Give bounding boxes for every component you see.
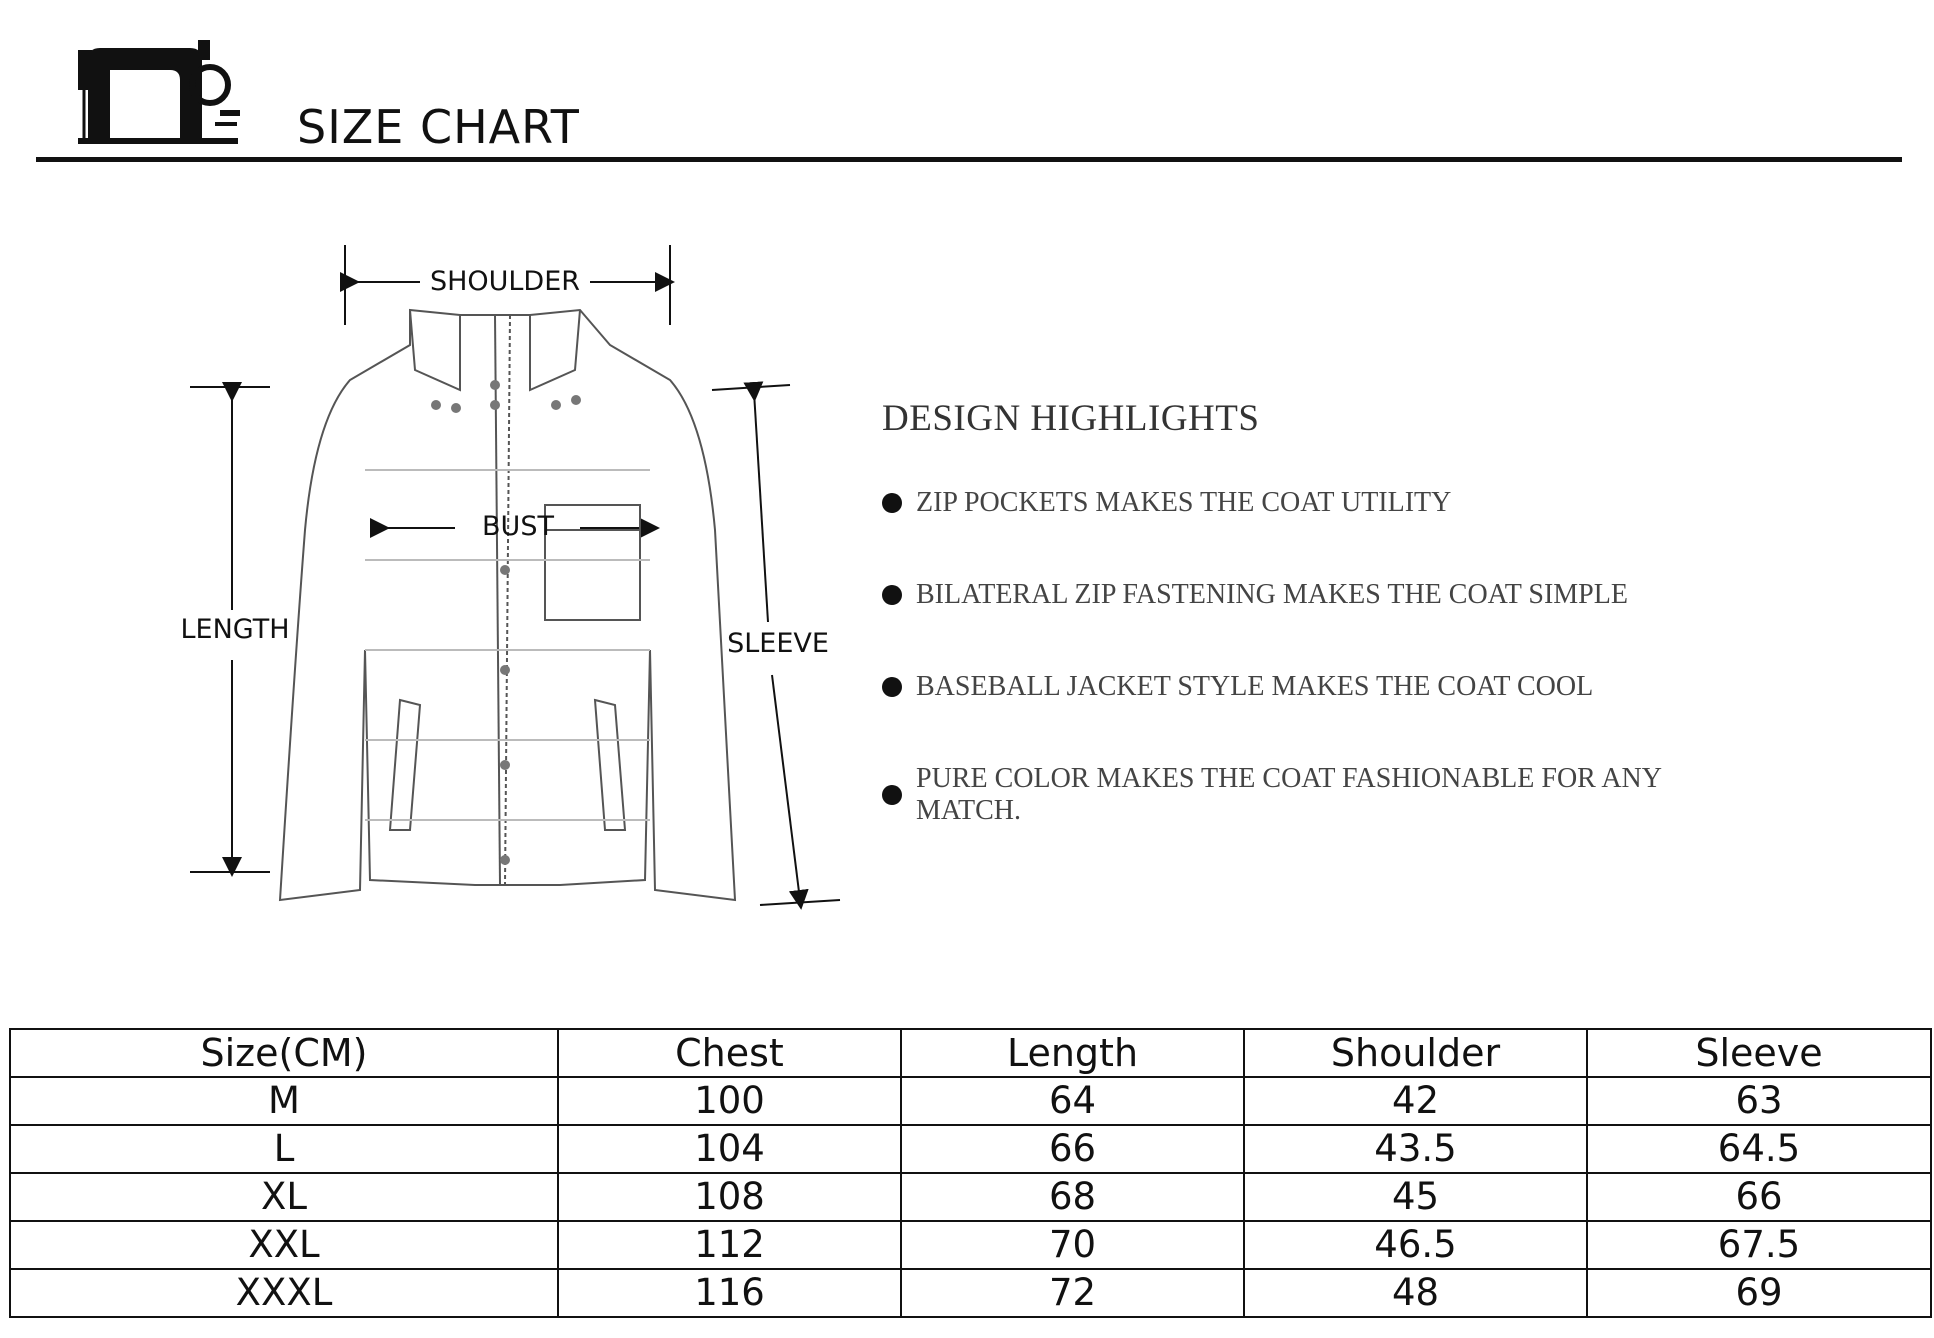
table-cell: 67.5: [1587, 1221, 1931, 1269]
column-header: Size(CM): [10, 1029, 558, 1077]
sleeve-label: SLEEVE: [727, 628, 829, 659]
table-cell: 48: [1244, 1269, 1587, 1317]
header-divider: [36, 157, 1902, 162]
table-cell: 69: [1587, 1269, 1931, 1317]
table-cell: 64.5: [1587, 1125, 1931, 1173]
bullet-icon: [882, 677, 902, 697]
shoulder-label: SHOULDER: [429, 266, 581, 297]
table-cell: 66: [901, 1125, 1244, 1173]
table-cell: 64: [901, 1077, 1244, 1125]
table-cell: L: [10, 1125, 558, 1173]
table-cell: 116: [558, 1269, 901, 1317]
table-cell: 108: [558, 1173, 901, 1221]
table-cell: 63: [1587, 1077, 1931, 1125]
jacket-measurement-diagram: [160, 230, 860, 920]
table-cell: 66: [1587, 1173, 1931, 1221]
table-header-row: [10, 1029, 1931, 1077]
length-label: LENGTH: [180, 614, 290, 645]
bullet-icon: [882, 785, 902, 805]
table-cell: 104: [558, 1125, 901, 1173]
bullet-icon: [882, 585, 902, 605]
page-title: SIZE CHART: [297, 100, 580, 154]
column-header: Sleeve: [1587, 1029, 1931, 1077]
table-cell: XL: [10, 1173, 558, 1221]
table-cell: 42: [1244, 1077, 1587, 1125]
highlights-title: DESIGN HIGHLIGHTS: [882, 398, 1260, 439]
highlight-item: BILATERAL ZIP FASTENING MAKES THE COAT SIMPLE: [882, 579, 1628, 611]
highlight-item: PURE COLOR MAKES THE COAT FASHIONABLE FOR ANY MATCH.: [882, 763, 1770, 827]
highlight-item: ZIP POCKETS MAKES THE COAT UTILITY: [882, 487, 1451, 519]
table-cell: 68: [901, 1173, 1244, 1221]
table-cell: 100: [558, 1077, 901, 1125]
table-row: [10, 1077, 1931, 1125]
table-cell: 46.5: [1244, 1221, 1587, 1269]
highlight-item: BASEBALL JACKET STYLE MAKES THE COAT COOL: [882, 671, 1593, 703]
table-row: [10, 1269, 1931, 1317]
column-header: Shoulder: [1244, 1029, 1587, 1077]
size-table: [9, 1028, 1932, 1318]
table-cell: 72: [901, 1269, 1244, 1317]
column-header: Length: [901, 1029, 1244, 1077]
table-cell: M: [10, 1077, 558, 1125]
sewing-machine-icon: [70, 40, 245, 150]
bust-label: BUST: [482, 511, 554, 542]
table-cell: 43.5: [1244, 1125, 1587, 1173]
table-cell: 112: [558, 1221, 901, 1269]
design-highlights: [870, 385, 1770, 826]
column-header: Chest: [558, 1029, 901, 1077]
table-row: [10, 1125, 1931, 1173]
table-cell: XXXL: [10, 1269, 558, 1317]
table-cell: 45: [1244, 1173, 1587, 1221]
bullet-icon: [882, 493, 902, 513]
jacket-outline: [280, 310, 735, 900]
table-row: [10, 1173, 1931, 1221]
table-row: [10, 1221, 1931, 1269]
table-cell: 70: [901, 1221, 1244, 1269]
table-cell: XXL: [10, 1221, 558, 1269]
